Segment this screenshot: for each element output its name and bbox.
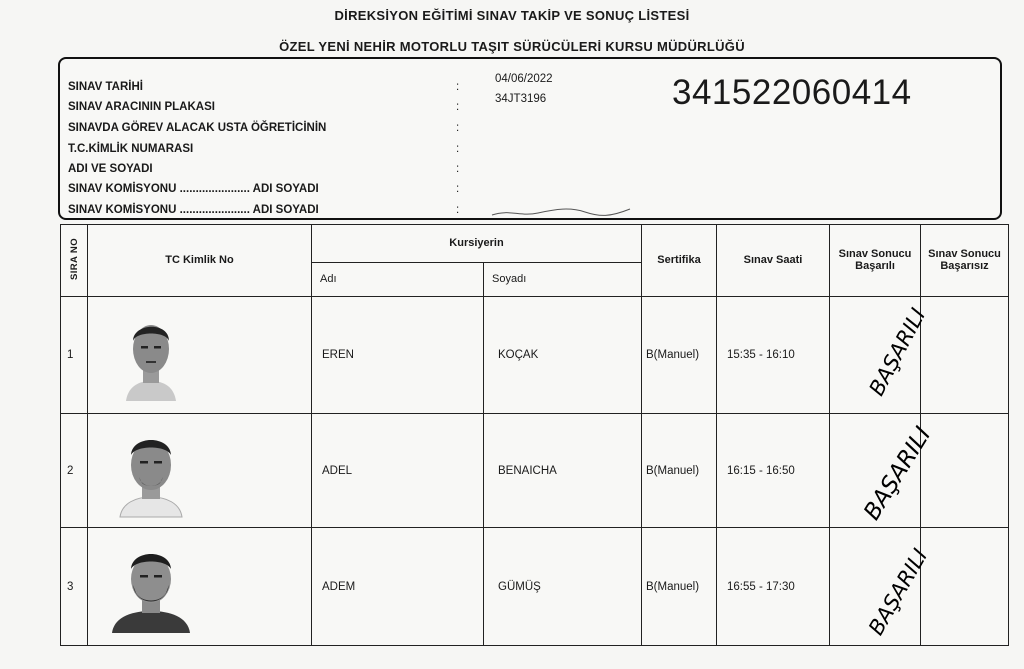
colon: : [456, 101, 460, 113]
header-kursiyerin: Kursiyerin [312, 225, 642, 263]
signature-scribble [490, 205, 640, 219]
table-row [61, 528, 1009, 646]
header-adi: Adı [312, 262, 484, 296]
document-title: DİREKSİYON EĞİTİMİ SINAV TAKİP VE SONUÇ LİSTESİ [334, 8, 690, 23]
student-photo [106, 425, 196, 517]
header-tc-kimlik: TC Kimlik No [88, 225, 312, 297]
header-soyadi: Soyadı [484, 262, 642, 296]
info-label-exam-date: SINAV TARİHİ [68, 81, 143, 93]
certificate-type: B(Manuel) [642, 528, 717, 646]
colon: : [456, 183, 460, 195]
result-failed [921, 296, 1009, 414]
exam-date-value: 04/06/2022 [495, 73, 553, 85]
colon: : [456, 163, 460, 175]
student-last-name: GÜMÜŞ [484, 528, 642, 646]
student-first-name: ADEL [312, 414, 484, 528]
colon: : [456, 81, 460, 93]
student-first-name: EREN [312, 296, 484, 414]
row-number: 3 [61, 528, 88, 646]
info-label-tc-no: T.C.KİMLİK NUMARASI [68, 143, 194, 155]
sira-no-label: SIRA NO [68, 237, 80, 280]
info-label-committee-1: SINAV KOMİSYONU ...................... ADI SOYADI [68, 183, 319, 195]
student-photo [106, 541, 196, 633]
table-row [61, 296, 1009, 414]
handwritten-result [833, 421, 937, 525]
header-sonuc-basarisiz: Sınav Sonucu Başarısız [921, 225, 1009, 297]
colon: : [456, 143, 460, 155]
exam-time: 16:55 - 17:30 [717, 528, 830, 646]
handwritten-result [835, 304, 931, 405]
result-failed [921, 414, 1009, 528]
exam-time: 16:15 - 16:50 [717, 414, 830, 528]
result-passed [830, 296, 931, 414]
certificate-type: B(Manuel) [642, 414, 717, 528]
result-passed [830, 414, 937, 528]
colon: : [456, 122, 460, 134]
photo-cell [88, 414, 312, 528]
exam-info-box [58, 57, 1002, 220]
exam-time: 15:35 - 16:10 [717, 296, 830, 414]
row-number: 1 [61, 296, 88, 414]
svg-text:BAŞARILI: BAŞARILI [864, 304, 931, 400]
school-name: ÖZEL YENİ NEHİR MOTORLU TAŞIT SÜRÜCÜLERİ KURSU MÜDÜRLÜĞÜ [279, 39, 745, 54]
info-label-instructor: SINAVDA GÖREV ALACAK USTA ÖĞRETİCİNİN [68, 122, 327, 134]
header-sonuc-basarili: Sınav Sonucu Başarılı [830, 225, 921, 297]
student-last-name: BENAICHA [484, 414, 642, 528]
student-photo [106, 309, 196, 401]
svg-text:BAŞARILI: BAŞARILI [863, 544, 933, 639]
result-failed [921, 528, 1009, 646]
info-label-plate: SINAV ARACININ PLAKASI [68, 101, 215, 113]
student-last-name: KOÇAK [484, 296, 642, 414]
info-label-name: ADI VE SOYADI [68, 163, 153, 175]
photo-cell [88, 296, 312, 414]
document-number: 341522060414 [672, 73, 912, 112]
certificate-type: B(Manuel) [642, 296, 717, 414]
header-sira-no [61, 225, 88, 297]
svg-text:BAŞARILI: BAŞARILI [859, 422, 937, 525]
header-sinav-saati: Sınav Saati [717, 225, 830, 297]
results-table [60, 224, 1009, 646]
colon: : [456, 204, 460, 216]
header-sertifika: Sertifika [642, 225, 717, 297]
info-label-committee-2: SINAV KOMİSYONU ...................... ADI SOYADI [68, 204, 319, 216]
student-first-name: ADEM [312, 528, 484, 646]
table-row [61, 414, 1009, 528]
plate-value: 34JT3196 [495, 93, 547, 105]
row-number: 2 [61, 414, 88, 528]
result-passed [830, 528, 933, 646]
photo-cell [88, 528, 312, 646]
handwritten-result [833, 537, 933, 639]
